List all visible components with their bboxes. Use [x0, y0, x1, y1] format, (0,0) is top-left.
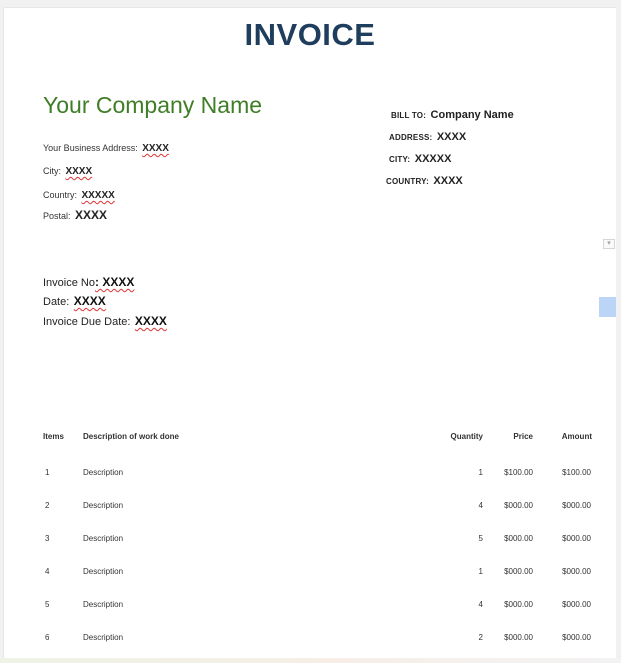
bill-to-address-line[interactable] — [389, 127, 466, 145]
row-price: $000.00 — [504, 633, 533, 642]
company-country-label: Country: — [43, 190, 78, 200]
row-quantity: 1 — [478, 468, 483, 477]
row-price: $000.00 — [504, 534, 533, 543]
table-header-description: Description of work done — [83, 432, 180, 441]
company-country-line[interactable] — [43, 185, 115, 203]
row-quantity: 4 — [478, 600, 483, 609]
invoice-due-date-line[interactable] — [43, 312, 167, 330]
company-city-line[interactable] — [43, 161, 92, 179]
row-price: $100.00 — [504, 468, 533, 477]
row-quantity: 4 — [478, 501, 483, 510]
row-amount: $100.00 — [562, 468, 591, 477]
row-amount: $000.00 — [562, 501, 591, 510]
company-address-value: XXXX — [142, 143, 169, 154]
row-description: Description — [83, 534, 124, 543]
company-city-value: XXXX — [65, 166, 93, 177]
table-header-amount: Amount — [561, 432, 592, 441]
bill-to-country-line[interactable] — [386, 171, 463, 189]
bill-to-address-label: ADDRESS: — [389, 133, 433, 142]
bottom-status-strip — [0, 658, 621, 663]
invoice-date-value: XXXX — [73, 294, 106, 308]
right-gutter — [616, 0, 621, 663]
bill-to-label: BILL TO: — [391, 111, 427, 120]
bill-to-address-value: XXXX — [436, 131, 467, 143]
company-name[interactable]: Your Company Name — [43, 92, 263, 118]
row-description: Description — [83, 501, 124, 510]
row-amount: $000.00 — [562, 567, 591, 576]
row-price: $000.00 — [504, 600, 533, 609]
bill-to-company-value: Company Name — [430, 109, 514, 121]
row-description: Description — [83, 567, 124, 576]
chevron-down-icon[interactable]: ▾ — [603, 239, 615, 249]
table-header-quantity: Quantity — [450, 432, 483, 441]
bill-to-country-value: XXXX — [433, 175, 463, 187]
invoice-number-line[interactable] — [43, 273, 134, 291]
scrollbar-thumb[interactable] — [599, 297, 616, 317]
invoice-due-date-label: Invoice Due Date: — [43, 316, 131, 328]
company-postal-line[interactable] — [43, 206, 107, 224]
invoice-date-line[interactable] — [43, 292, 106, 310]
bill-to-line[interactable] — [391, 105, 514, 123]
company-address-line[interactable] — [43, 138, 169, 156]
row-amount: $000.00 — [562, 534, 591, 543]
invoice-title: INVOICE — [244, 17, 376, 52]
row-item: 1 — [45, 468, 50, 477]
bill-to-city-value: XXXXX — [414, 153, 452, 165]
table-header-price: Price — [513, 432, 533, 441]
row-amount: $000.00 — [562, 633, 591, 642]
row-item: 6 — [45, 633, 50, 642]
row-price: $000.00 — [504, 501, 533, 510]
bill-to-country-label: COUNTRY: — [386, 177, 429, 186]
company-address-label: Your Business Address: — [43, 143, 138, 153]
row-quantity: 5 — [478, 534, 483, 543]
bill-to-city-line[interactable] — [389, 149, 451, 167]
invoice-number-value: : XXXX — [94, 275, 135, 289]
row-description: Description — [83, 633, 124, 642]
invoice-date-label: Date: — [43, 296, 70, 308]
row-item: 5 — [45, 600, 50, 609]
row-item: 4 — [45, 567, 50, 576]
row-description: Description — [83, 600, 124, 609]
invoice-document-page — [4, 8, 616, 663]
row-quantity: 1 — [478, 567, 483, 576]
row-amount: $000.00 — [562, 600, 591, 609]
invoice-due-date-value: XXXX — [134, 314, 167, 328]
company-postal-label: Postal: — [43, 211, 71, 221]
row-description: Description — [83, 468, 124, 477]
company-postal-value: XXXX — [74, 208, 107, 222]
bill-to-city-label: CITY: — [389, 155, 411, 164]
row-item: 2 — [45, 501, 50, 510]
company-city-label: City: — [43, 166, 61, 176]
row-item: 3 — [45, 534, 50, 543]
table-header-items: Items — [43, 432, 64, 441]
row-price: $000.00 — [504, 567, 533, 576]
company-country-value: XXXXX — [81, 190, 115, 201]
row-quantity: 2 — [478, 633, 483, 642]
invoice-number-label: Invoice No — [43, 277, 95, 289]
